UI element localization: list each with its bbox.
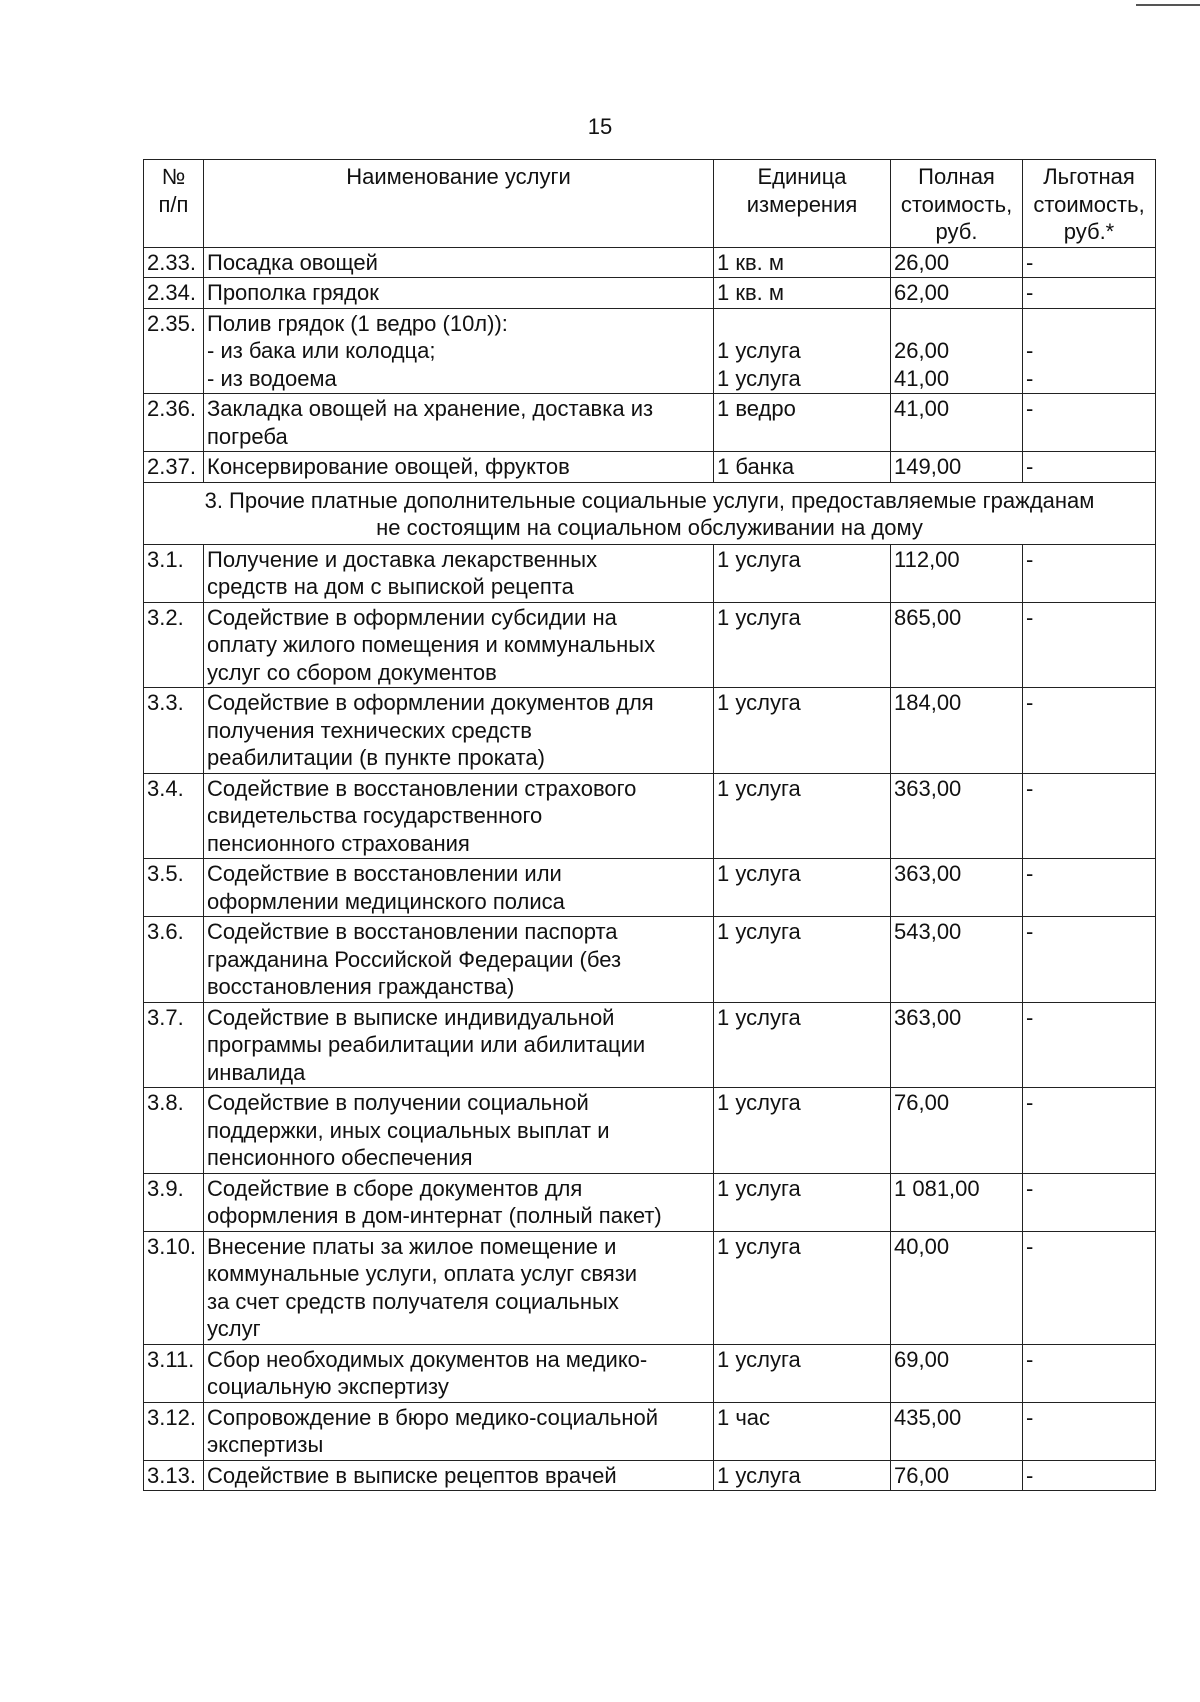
cell-number: 2.36. [144,394,204,452]
cell-discount-cost: - [1023,602,1156,688]
cell-full-cost: 76,00 [891,1088,1023,1174]
cell-number: 3.12. [144,1402,204,1460]
cell-full-cost: 40,00 [891,1231,1023,1344]
cell-number: 2.35. [144,308,204,394]
cell-discount-cost: - [1023,1231,1156,1344]
cell-unit: 1 услуга [714,1231,891,1344]
cell-service-name: Закладка овощей на хранение, доставка из погреба [204,394,714,452]
cell-discount-cost: - [1023,544,1156,602]
cell-number: 3.3. [144,688,204,774]
cell-unit: 1 услуга [714,1460,891,1491]
cell-unit: 1 услуга [714,1173,891,1231]
header-number: № п/п [144,160,204,248]
table-row [144,859,1156,917]
cell-full-cost: 62,00 [891,278,1023,309]
cell-service-name: Консервирование овощей, фруктов [204,452,714,483]
cell-full-cost: 69,00 [891,1344,1023,1402]
cell-full-cost: 363,00 [891,859,1023,917]
cell-discount-cost: - [1023,688,1156,774]
cell-number: 3.4. [144,773,204,859]
cell-unit: 1 услуга [714,1088,891,1174]
section-3-heading [144,482,1156,544]
cell-discount-cost: - [1023,1002,1156,1088]
table-row [144,247,1156,278]
cell-full-cost: 26,00 [891,247,1023,278]
cell-number: 3.1. [144,544,204,602]
table-row [144,1002,1156,1088]
services-price-table [143,159,1156,1491]
header-discount-cost: Льготная стоимость, руб.* [1023,160,1156,248]
cell-full-cost: 112,00 [891,544,1023,602]
table-row [144,602,1156,688]
page-number: 15 [587,114,613,139]
cell-unit: 1 услуга [714,917,891,1003]
cell-unit: 1 услуга [714,773,891,859]
header-service-name: Наименование услуги [204,160,714,248]
cell-number: 3.2. [144,602,204,688]
cell-number: 3.5. [144,859,204,917]
cell-discount-cost: - [1023,1460,1156,1491]
cell-full-cost: 363,00 [891,773,1023,859]
cell-full-cost: 149,00 [891,452,1023,483]
cell-discount-cost: - [1023,917,1156,1003]
rows-section-2 [144,247,1156,482]
cell-unit: 1 кв. м [714,247,891,278]
cell-full-cost: 363,00 [891,1002,1023,1088]
cell-discount-cost: - [1023,1088,1156,1174]
cell-discount-cost: - [1023,1173,1156,1231]
table-row [144,917,1156,1003]
cell-service-name: Содействие в восстановлении страхового свидетельства государственного пенсионного страхования [204,773,714,859]
cell-unit: 1 услуга 1 услуга [714,308,891,394]
cell-service-name: Содействие в выписке рецептов врачей [204,1460,714,1491]
cell-full-cost: 41,00 [891,394,1023,452]
cell-service-name: Содействие в получении социальной поддержки, иных социальных выплат и пенсионного обеспечения [204,1088,714,1174]
table-row [144,1402,1156,1460]
cell-number: 3.8. [144,1088,204,1174]
table-row [144,308,1156,394]
cell-full-cost: 184,00 [891,688,1023,774]
cell-full-cost: 543,00 [891,917,1023,1003]
table-row [144,544,1156,602]
cell-discount-cost: - [1023,452,1156,483]
cell-number: 3.7. [144,1002,204,1088]
cell-service-name: Содействие в выписке индивидуальной программы реабилитации или абилитации инвалида [204,1002,714,1088]
rows-section-3 [144,544,1156,1491]
table-row [144,1460,1156,1491]
cell-unit: 1 кв. м [714,278,891,309]
cell-number: 3.9. [144,1173,204,1231]
cell-full-cost: 76,00 [891,1460,1023,1491]
cell-discount-cost: - [1023,773,1156,859]
section-row [144,482,1156,544]
cell-number: 3.13. [144,1460,204,1491]
cell-service-name: Получение и доставка лекарственных средств на дом с выпиской рецепта [204,544,714,602]
table-row [144,1344,1156,1402]
cell-full-cost: 26,00 41,00 [891,308,1023,394]
cell-unit: 1 услуга [714,1344,891,1402]
cell-full-cost: 1 081,00 [891,1173,1023,1231]
scan-edge-mark [1136,4,1200,6]
header-unit: Единица измерения [714,160,891,248]
cell-number: 2.37. [144,452,204,483]
cell-discount-cost: - [1023,278,1156,309]
cell-unit: 1 банка [714,452,891,483]
table-row [144,394,1156,452]
cell-service-name: Содействие в восстановлении паспорта гражданина Российской Федерации (без восстановления гражданства) [204,917,714,1003]
cell-unit: 1 ведро [714,394,891,452]
cell-full-cost: 865,00 [891,602,1023,688]
cell-service-name: Посадка овощей [204,247,714,278]
cell-discount-cost: - [1023,1402,1156,1460]
cell-unit: 1 услуга [714,544,891,602]
cell-full-cost: 435,00 [891,1402,1023,1460]
cell-service-name: Полив грядок (1 ведро (10л)): - из бака или колодца; - из водоема [204,308,714,394]
table-row [144,1231,1156,1344]
cell-service-name: Содействие в оформлении субсидии на оплату жилого помещения и коммунальных услуг со сбором документов [204,602,714,688]
cell-service-name: Содействие в оформлении документов для получения технических средств реабилитации (в пункте проката) [204,688,714,774]
cell-unit: 1 час [714,1402,891,1460]
cell-service-name: Сопровождение в бюро медико-социальной экспертизы [204,1402,714,1460]
cell-number: 2.34. [144,278,204,309]
cell-service-name: Содействие в восстановлении или оформлении медицинского полиса [204,859,714,917]
header-full-cost: Полная стоимость, руб. [891,160,1023,248]
table-row [144,688,1156,774]
table-row [144,773,1156,859]
table-row [144,278,1156,309]
section-title: 3. Прочие платные дополнительные социальные услуги, предоставляемые гражданам не состоящим на социальном обслуживании на дому [144,482,1156,544]
cell-service-name: Внесение платы за жилое помещение и коммунальные услуги, оплата услуг связи за счет средств получателя социальных услуг [204,1231,714,1344]
cell-unit: 1 услуга [714,688,891,774]
cell-number: 2.33. [144,247,204,278]
table-row [144,1173,1156,1231]
table-header-row [144,160,1156,248]
cell-unit: 1 услуга [714,1002,891,1088]
cell-discount-cost: - [1023,394,1156,452]
cell-discount-cost: - [1023,1344,1156,1402]
table-row [144,1088,1156,1174]
cell-number: 3.6. [144,917,204,1003]
table-row [144,452,1156,483]
cell-number: 3.11. [144,1344,204,1402]
cell-service-name: Прополка грядок [204,278,714,309]
cell-discount-cost: - [1023,859,1156,917]
cell-service-name: Содействие в сборе документов для оформления в дом-интернат (полный пакет) [204,1173,714,1231]
cell-unit: 1 услуга [714,859,891,917]
cell-discount-cost: - [1023,247,1156,278]
cell-number: 3.10. [144,1231,204,1344]
cell-unit: 1 услуга [714,602,891,688]
cell-service-name: Сбор необходимых документов на медико- социальную экспертизу [204,1344,714,1402]
cell-discount-cost: - - [1023,308,1156,394]
